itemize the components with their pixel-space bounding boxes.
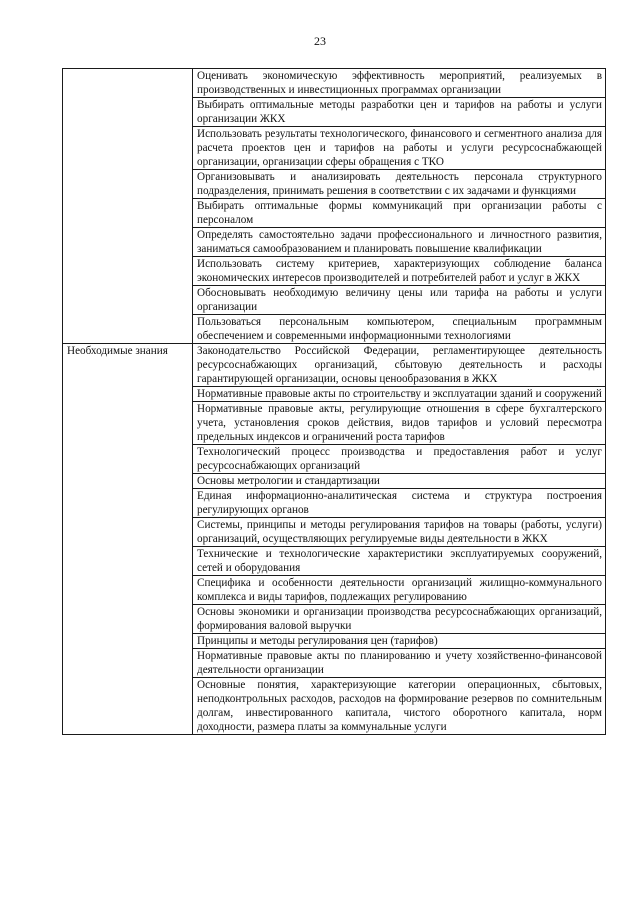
requirement-item: Использовать систему критериев, характеризующих соблюдение баланса экономических интересов производителей и потребителей работ и услуг в ЖКХ: [193, 257, 606, 286]
requirement-item: Нормативные правовые акты по планированию и учету хозяйственно-финансовой деятельности организации: [193, 649, 606, 678]
requirement-item: Нормативные правовые акты, регулирующие отношения в сфере бухгалтерского учета, установления сроков действия, видов тарифов и условий пересмотра предельных индексов и ограничений роста тарифов: [193, 402, 606, 445]
requirement-item: Использовать результаты технологического, финансового и сегментного анализа для расчета проектов цен и тарифов на работы и услуги ресурсоснабжающей организации, организации сферы обращения с ТКО: [193, 127, 606, 170]
requirement-item: Технические и технологические характеристики эксплуатируемых сооружений, сетей и оборудования: [193, 547, 606, 576]
requirements-table: [62, 68, 606, 735]
requirement-item: Обосновывать необходимую величину цены или тарифа на работы и услуги организации: [193, 286, 606, 315]
requirement-item: Законодательство Российской Федерации, регламентирующее деятельность ресурсоснабжающих организаций, сбытовую деятельность и расходы гарантирующей организации, основы ценообразования в ЖКХ: [193, 344, 606, 387]
requirement-item: Пользоваться персональным компьютером, специальным программным обеспечением и современными информационными технологиями: [193, 315, 606, 344]
requirement-item: Оценивать экономическую эффективность мероприятий, реализуемых в производственных и инвестиционных программах организации: [193, 69, 606, 98]
requirement-item: Основы метрологии и стандартизации: [193, 474, 606, 489]
page-number: 23: [314, 34, 326, 48]
requirement-item: Единая информационно-аналитическая система и структура построения регулирующих органов: [193, 489, 606, 518]
requirements-table-body: [63, 69, 606, 735]
requirement-item: Основные понятия, характеризующие категории операционных, сбытовых, неподконтрольных расходов, расходов на формирование резервов по сомнительным долгам, инвестированного капитала, чистого оборотного капитала, норм доходности, размера платы за коммунальные услуги: [193, 678, 606, 735]
requirement-item: Определять самостоятельно задачи профессионального и личностного развития, заниматься самообразованием и планировать повышение квалификации: [193, 228, 606, 257]
requirement-item: Технологический процесс производства и предоставления работ и услуг ресурсоснабжающих организаций: [193, 445, 606, 474]
requirement-item: Основы экономики и организации производства ресурсоснабжающих организаций, формирования валовой выручки: [193, 605, 606, 634]
requirement-item: Организовывать и анализировать деятельность персонала структурного подразделения, принимать решения в соответствии с их задачами и функциями: [193, 170, 606, 199]
table-row: [63, 69, 606, 98]
row-label: [63, 69, 193, 344]
requirement-item: Принципы и методы регулирования цен (тарифов): [193, 634, 606, 649]
requirement-item: Нормативные правовые акты по строительству и эксплуатации зданий и сооружений: [193, 387, 606, 402]
requirement-item: Специфика и особенности деятельности организаций жилищно-коммунального комплекса и виды тарифов, подлежащих регулированию: [193, 576, 606, 605]
requirement-item: Выбирать оптимальные формы коммуникаций при организации работы с персоналом: [193, 199, 606, 228]
table-row: [63, 344, 606, 387]
row-label: Необходимые знания: [63, 344, 193, 735]
requirement-item: Выбирать оптимальные методы разработки цен и тарифов на работы и услуги организации ЖКХ: [193, 98, 606, 127]
requirement-item: Системы, принципы и методы регулирования тарифов на товары (работы, услуги) организаций, осуществляющих регулируемые виды деятельности в ЖКХ: [193, 518, 606, 547]
